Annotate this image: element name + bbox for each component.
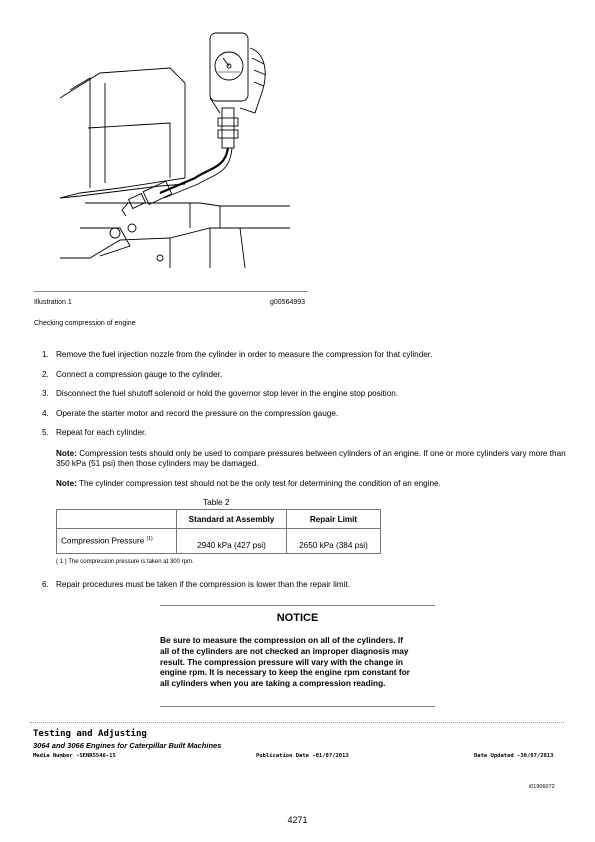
footer-subtitle: 3064 and 3066 Engines for Caterpillar Built Machines [33, 741, 222, 750]
step-6 [42, 580, 562, 589]
step-number: 6. [42, 580, 49, 589]
step-5 [42, 428, 562, 437]
note-text: Compression tests should only be used to compare pressures between cylinders of an engine. If one or more cylinders vary more than 350 kPa (51 psi) then those cylinders may be damaged. [56, 449, 566, 468]
compression-spec-table [56, 509, 381, 554]
step-text: Repeat for each cylinder. [56, 428, 147, 437]
step-2 [42, 370, 562, 379]
step-number: 4. [42, 409, 49, 418]
notice-line: Be sure to measure the compression on all of the cylinders. If [160, 635, 403, 645]
note-text: The cylinder compression test should not be the only test for determining the condition of an engine. [76, 479, 441, 488]
step-number: 2. [42, 370, 49, 379]
note-not-only-test [56, 479, 566, 489]
row-label-cell [57, 529, 177, 554]
table-header-standard: Standard at Assembly [177, 510, 287, 529]
step-3 [42, 389, 562, 398]
footnote-mark: ( 1 ) [56, 559, 67, 565]
step-number: 3. [42, 389, 49, 398]
step-text: Disconnect the fuel shutoff solenoid or hold the governor stop lever in the engine stop position. [56, 389, 399, 398]
notice-line: all of the cylinders are not checked an improper diagnosis may [160, 645, 409, 656]
note-label: Note: [56, 479, 77, 488]
note-compression-comparison [56, 449, 566, 469]
footer-date-updated: Date Updated -30/07/2013 [474, 753, 554, 759]
row-footnote-mark: (1) [146, 536, 153, 543]
page-number: 4271 [287, 815, 308, 825]
illustration-caption: Checking compression of engine [34, 320, 136, 327]
footer-publication-date: Publication Date -01/07/2013 [256, 753, 349, 759]
illustration-label: Illustration 1 [34, 299, 72, 306]
notice-line: engine rpm. It is necessary to keep the engine rpm constant for [160, 667, 410, 678]
table-footnote [56, 559, 194, 565]
table-header-empty [57, 510, 177, 529]
step-text: Operate the starter motor and record the pressure on the compression gauge. [56, 409, 339, 418]
illustration-id: g00564993 [270, 299, 306, 306]
step-4 [42, 409, 562, 418]
notice-line: all cylinders when you are taking a compression reading. [160, 678, 386, 689]
notice-bottom-rule [160, 706, 435, 707]
notice-title: NOTICE [276, 612, 319, 624]
step-text: Remove the fuel injection nozzle from the cylinder in order to measure the compression for that cylinder. [56, 350, 433, 359]
step-text: Connect a compression gauge to the cylinder. [56, 370, 223, 379]
table-title: Table 2 [203, 498, 230, 507]
row-label: Compression Pressure [61, 536, 145, 546]
table-row [57, 529, 381, 554]
footnote-text: The compression pressure is taken at 300 rpm. [68, 559, 194, 565]
compression-gauge-illustration [60, 28, 295, 268]
table-header-row [57, 510, 381, 529]
step-number: 1. [42, 350, 49, 359]
notice-line: result. The compression pressure will vary with the change in [160, 656, 403, 667]
limit-value: 2650 kPa (384 psi) [287, 529, 381, 554]
note-label: Note: [56, 449, 77, 458]
footer-divider [30, 722, 564, 723]
table-header-limit: Repair Limit [287, 510, 381, 529]
document-id: i01906072 [529, 784, 555, 790]
notice-body [160, 635, 435, 689]
step-number: 5. [42, 428, 49, 437]
footer-media-number: Media Number -SENR5546-15 [33, 753, 116, 759]
standard-value: 2940 kPa (427 psi) [177, 529, 287, 554]
notice-top-rule [160, 605, 435, 606]
footer-section-title: Testing and Adjusting [33, 729, 147, 739]
step-1 [42, 350, 562, 359]
step-text: Repair procedures must be taken if the compression is lower than the repair limit. [56, 580, 350, 589]
illustration-rule [34, 291, 308, 292]
